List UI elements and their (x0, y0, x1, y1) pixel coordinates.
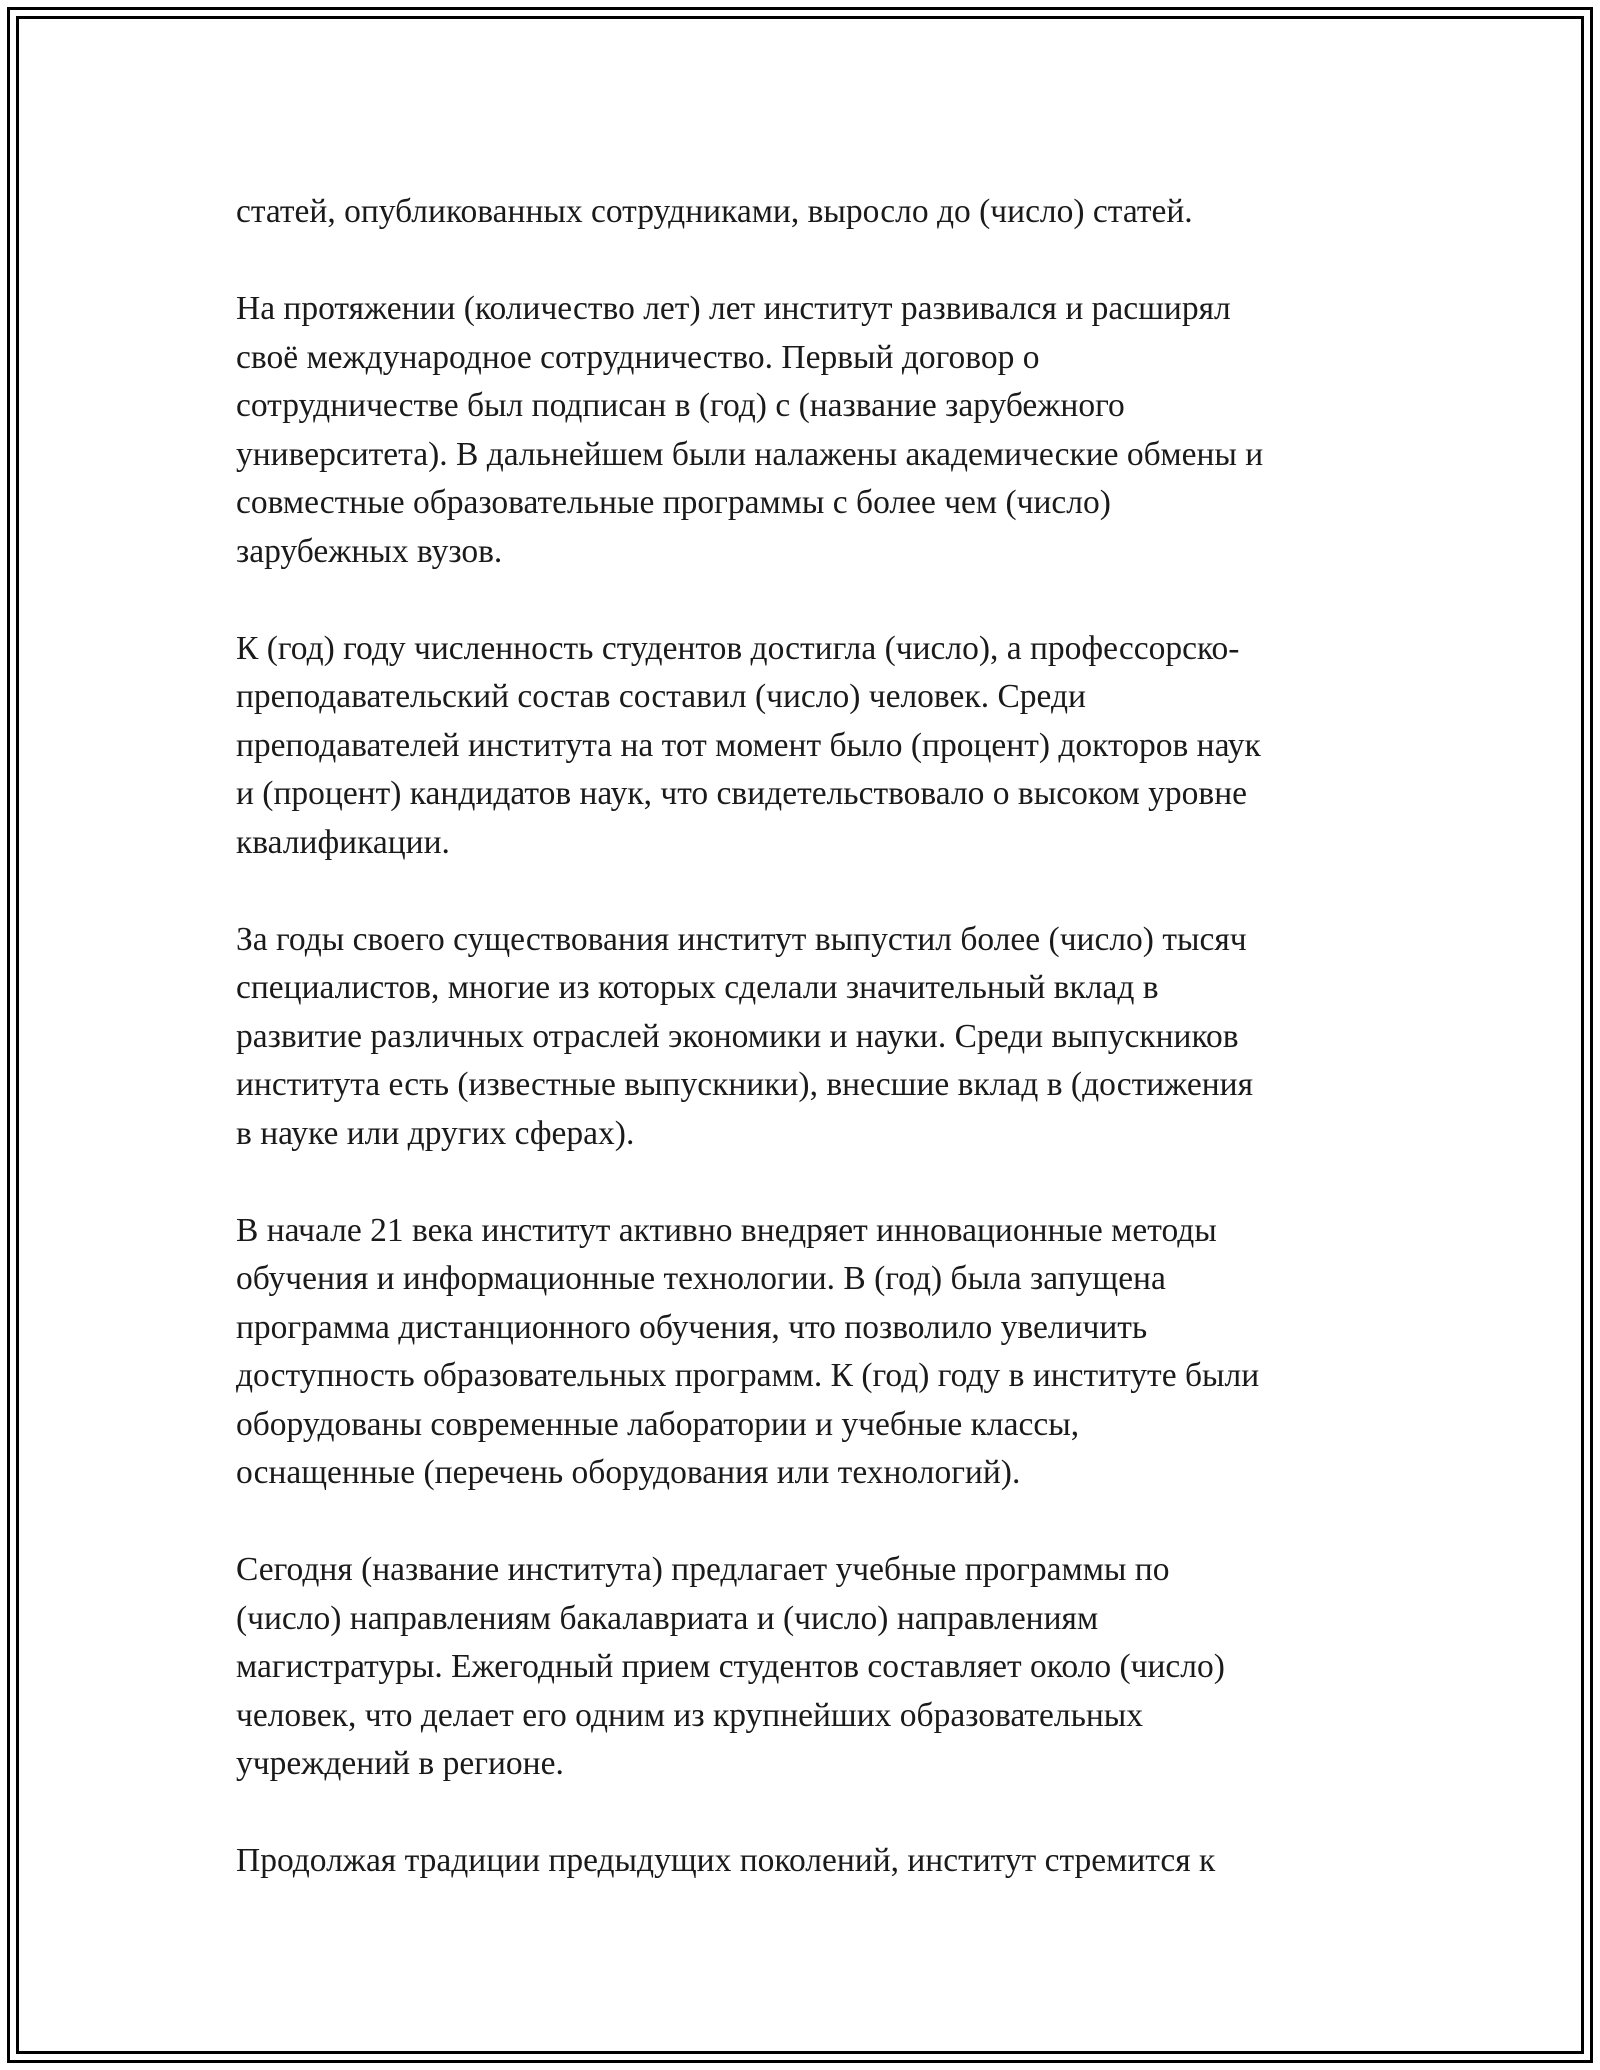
text-line: в науке или других сферах). (236, 1114, 635, 1152)
text-line: В начале 21 века институт активно внедряет инновационные методы (236, 1211, 1217, 1249)
paragraph-6 (236, 1546, 1376, 1789)
paragraph-4 (236, 916, 1376, 1159)
paragraph-5 (236, 1207, 1376, 1498)
paragraph-7 (236, 1837, 1376, 1886)
text-line: обучения и информационные технологии. В (год) была запущена (236, 1260, 1166, 1297)
text-line: За годы своего существования институт выпустил более (число) тысяч (236, 920, 1247, 958)
text-line: преподавательский состав составил (число) человек. Среди (236, 678, 1086, 715)
text-line: Сегодня (название института) предлагает учебные программы по (236, 1551, 1170, 1588)
text-line: сотрудничестве был подписан в (год) с (название зарубежного (236, 387, 1125, 424)
text-line: магистратуры. Ежегодный прием студентов составляет около (число) (236, 1648, 1225, 1685)
text-line: своё международное сотрудничество. Первый договор о (236, 338, 1040, 376)
text-line: совместные образовательные программы с более чем (число) (236, 484, 1111, 521)
text-line: университета). В дальнейшем были налажены академические обмены и (236, 435, 1264, 473)
text-line: На протяжении (количество лет) лет институт развивался и расширял (236, 290, 1231, 327)
text-line: К (год) году численность студентов достигла (число), а профессорско- (236, 629, 1240, 667)
text-line: и (процент) кандидатов наук, что свидетельствовало о высоком уровне (236, 775, 1248, 812)
text-line: зарубежных вузов. (236, 532, 503, 570)
text-line: квалификации. (236, 823, 450, 861)
text-line: преподавателей института на тот момент было (процент) докторов наук (236, 726, 1261, 764)
text-line: специалистов, многие из которых сделали значительный вклад в (236, 969, 1159, 1006)
text-line: (число) направлениям бакалавриата и (число) направлениям (236, 1599, 1099, 1637)
paragraph-1 (236, 188, 1376, 237)
text-line: Продолжая традиции предыдущих поколений, институт стремится к (236, 1842, 1216, 1879)
text-line: статей, опубликованных сотрудниками, выросло до (число) статей. (236, 193, 1193, 230)
document-body (236, 188, 1376, 1934)
text-line: учреждений в регионе. (236, 1745, 564, 1782)
text-line: программа дистанционного обучения, что позволило увеличить (236, 1308, 1148, 1346)
text-line: института есть (известные выпускники), внесшие вклад в (достижения (236, 1066, 1253, 1103)
text-line: человек, что делает его одним из крупнейших образовательных (236, 1696, 1144, 1734)
text-line: развитие различных отраслей экономики и науки. Среди выпускников (236, 1017, 1239, 1055)
paragraph-3 (236, 625, 1376, 868)
text-line: доступность образовательных программ. К (год) году в институте были (236, 1357, 1260, 1394)
paragraph-2 (236, 285, 1376, 576)
text-line: оборудованы современные лаборатории и учебные классы, (236, 1405, 1080, 1443)
text-line: оснащенные (перечень оборудования или технологий). (236, 1454, 1021, 1491)
